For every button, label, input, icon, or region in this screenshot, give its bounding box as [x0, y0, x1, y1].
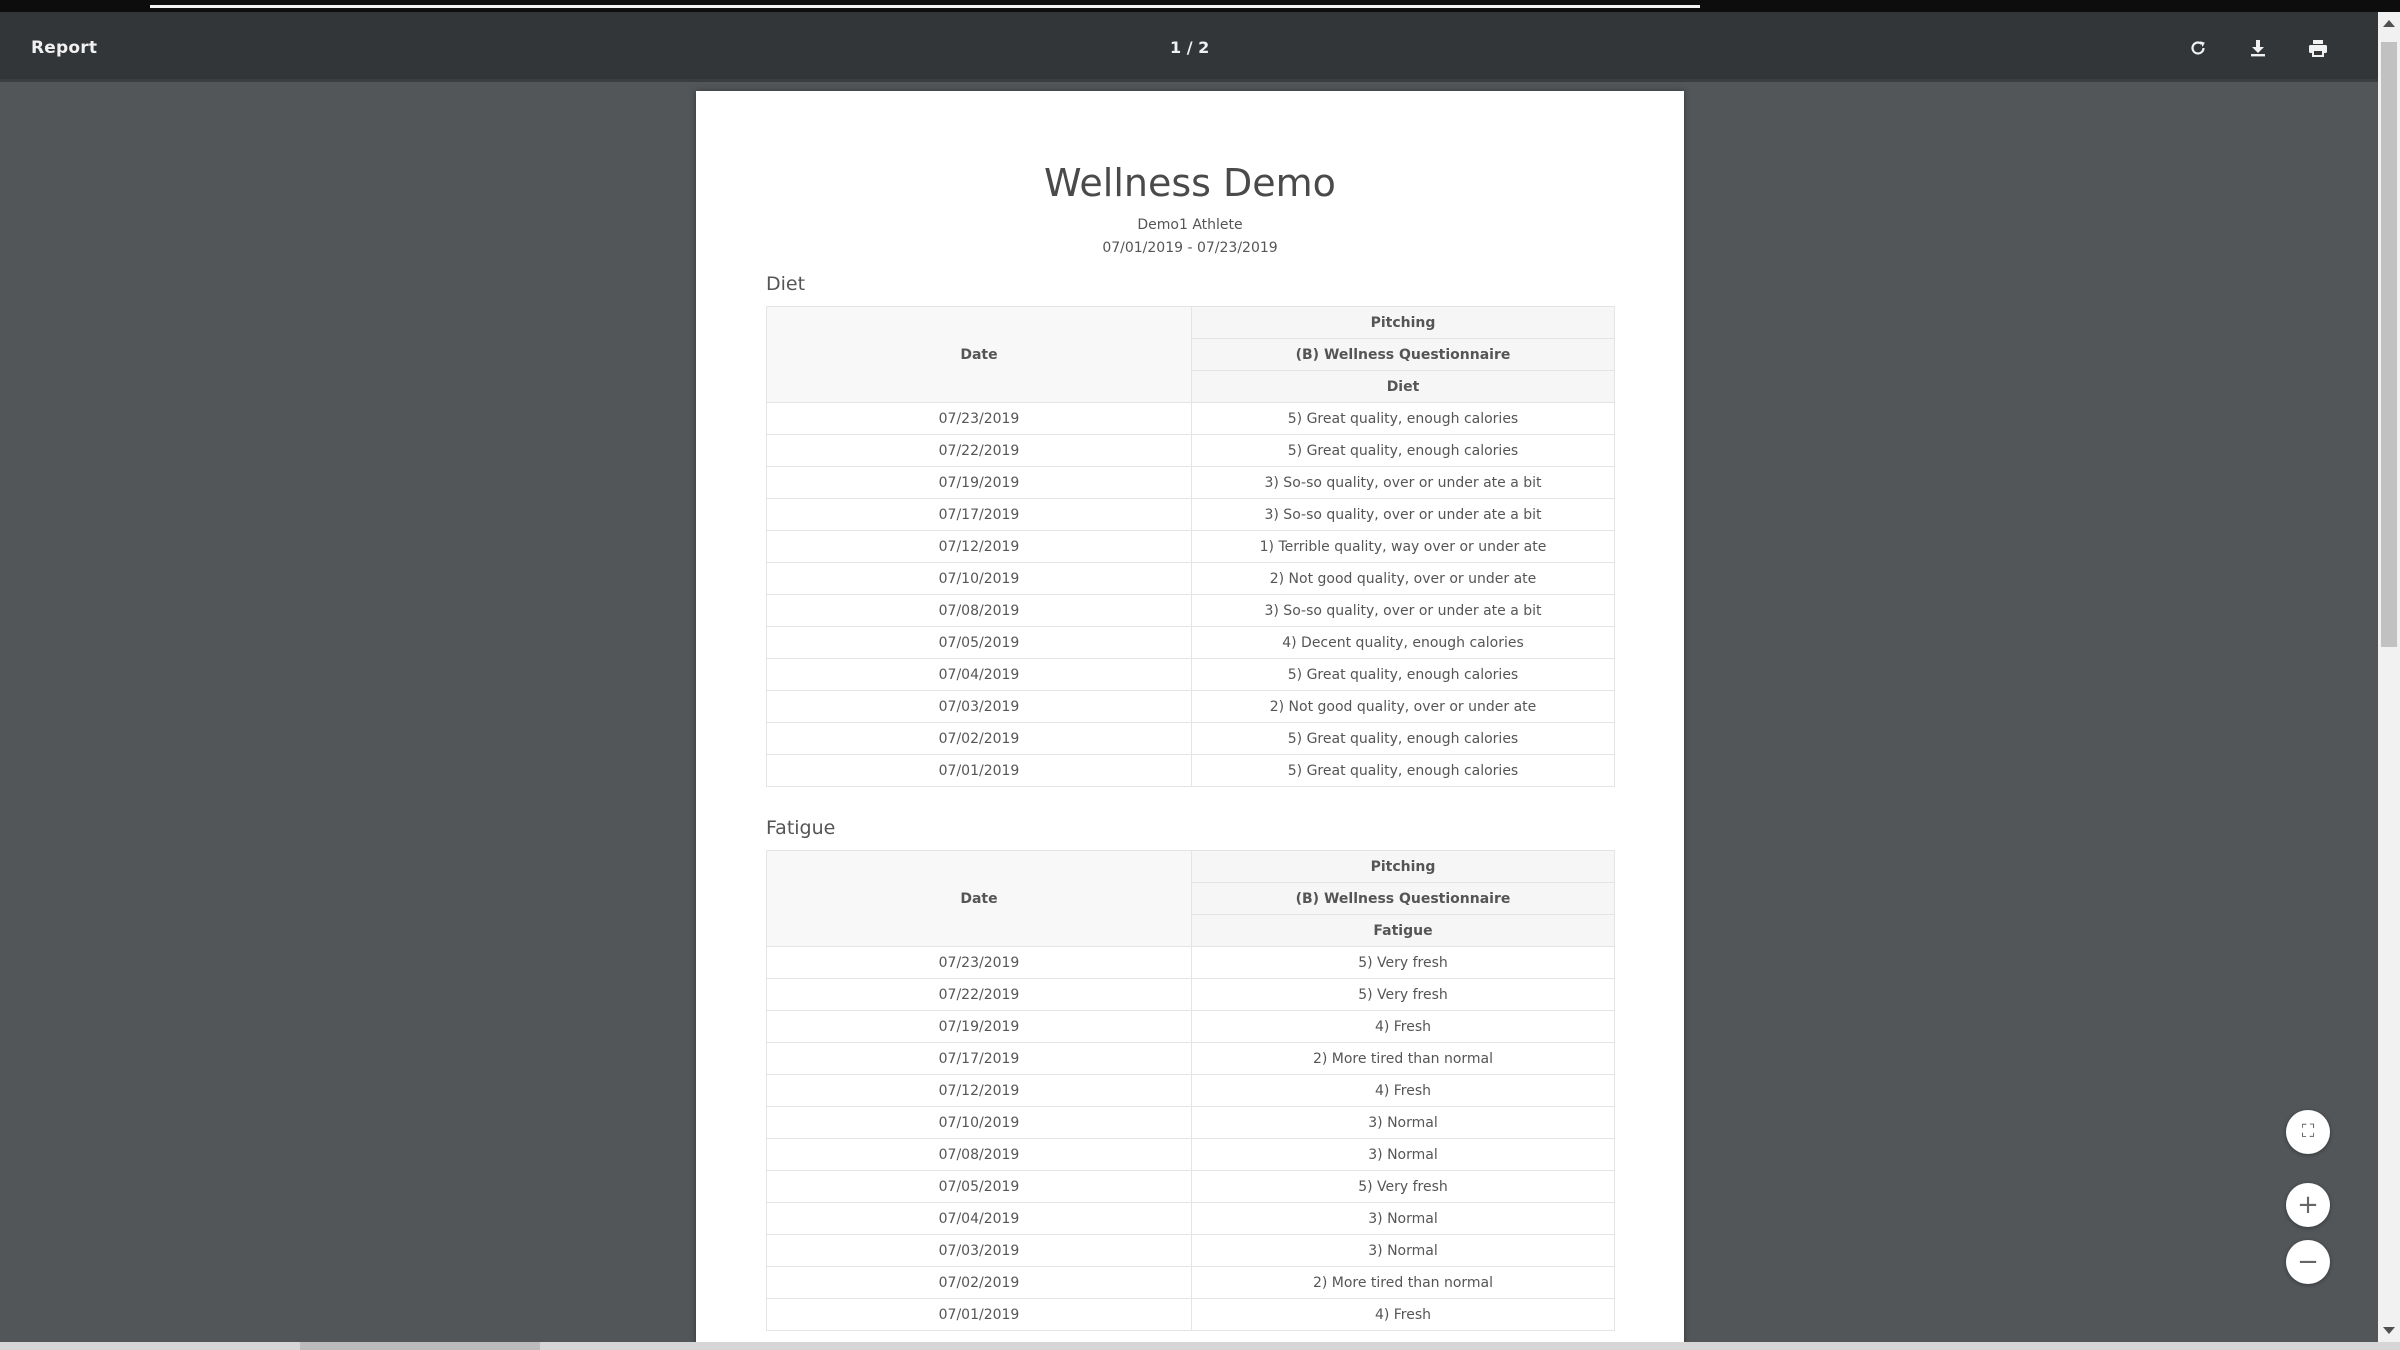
date-cell: 07/01/2019 — [767, 755, 1192, 787]
diet-table-body — [767, 403, 1615, 787]
date-cell: 07/08/2019 — [767, 595, 1192, 627]
zoom-in-button[interactable] — [2286, 1183, 2330, 1227]
scroll-up-arrow[interactable] — [2383, 20, 2395, 27]
value-cell: 4) Fresh — [1192, 1075, 1615, 1107]
table-row — [767, 1043, 1615, 1075]
date-cell: 07/03/2019 — [767, 1235, 1192, 1267]
document-viewer[interactable] — [0, 82, 2378, 1342]
download-icon — [2248, 38, 2268, 58]
zoom-in-icon: + — [2297, 1190, 2319, 1220]
date-cell: 07/02/2019 — [767, 1267, 1192, 1299]
table-row — [767, 723, 1615, 755]
print-button[interactable] — [2302, 32, 2334, 64]
download-button[interactable] — [2242, 32, 2274, 64]
fatigue-table — [766, 850, 1615, 1331]
group-header: Pitching — [1192, 307, 1615, 339]
scroll-down-arrow[interactable] — [2383, 1327, 2395, 1334]
page-indicator: 1 / 2 — [1170, 38, 1210, 57]
value-cell: 5) Very fresh — [1192, 1171, 1615, 1203]
pdf-toolbar — [0, 12, 2378, 79]
value-cell: 4) Decent quality, enough calories — [1192, 627, 1615, 659]
table-row — [767, 563, 1615, 595]
horizontal-scrollbar[interactable] — [0, 1342, 2400, 1350]
table-row — [767, 1267, 1615, 1299]
horizontal-scrollbar-thumb[interactable] — [300, 1342, 540, 1350]
date-cell: 07/23/2019 — [767, 403, 1192, 435]
date-column-header: Date — [767, 307, 1192, 403]
table-row — [767, 1203, 1615, 1235]
date-cell: 07/19/2019 — [767, 1011, 1192, 1043]
table-row — [767, 595, 1615, 627]
value-cell: 2) More tired than normal — [1192, 1267, 1615, 1299]
date-cell: 07/22/2019 — [767, 435, 1192, 467]
value-cell: 3) So-so quality, over or under ate a bit — [1192, 595, 1615, 627]
date-cell: 07/12/2019 — [767, 1075, 1192, 1107]
value-cell: 3) So-so quality, over or under ate a bit — [1192, 499, 1615, 531]
pdf-page — [696, 91, 1684, 1342]
table-row — [767, 531, 1615, 563]
date-cell: 07/03/2019 — [767, 691, 1192, 723]
metric-header: Fatigue — [1192, 915, 1615, 947]
value-cell: 3) Normal — [1192, 1203, 1615, 1235]
scrollbar-thumb[interactable] — [2381, 42, 2397, 647]
value-cell: 3) So-so quality, over or under ate a bit — [1192, 467, 1615, 499]
date-cell: 07/10/2019 — [767, 1107, 1192, 1139]
table-row — [767, 755, 1615, 787]
fit-page-button[interactable] — [2286, 1110, 2330, 1154]
section-title-fatigue: Fatigue — [766, 817, 836, 839]
table-row — [767, 691, 1615, 723]
date-cell: 07/17/2019 — [767, 1043, 1192, 1075]
value-cell: 5) Great quality, enough calories — [1192, 435, 1615, 467]
table-row — [767, 979, 1615, 1011]
table-row — [767, 1075, 1615, 1107]
value-cell: 3) Normal — [1192, 1107, 1615, 1139]
diet-table — [766, 306, 1615, 787]
print-icon — [2307, 38, 2329, 58]
form-header: (B) Wellness Questionnaire — [1192, 883, 1615, 915]
date-cell: 07/10/2019 — [767, 563, 1192, 595]
zoom-out-icon: − — [2297, 1247, 2319, 1277]
date-cell: 07/05/2019 — [767, 1171, 1192, 1203]
table-row — [767, 1107, 1615, 1139]
value-cell: 5) Great quality, enough calories — [1192, 403, 1615, 435]
value-cell: 4) Fresh — [1192, 1299, 1615, 1331]
value-cell: 5) Great quality, enough calories — [1192, 659, 1615, 691]
table-row — [767, 1011, 1615, 1043]
table-row — [767, 1171, 1615, 1203]
report-title: Wellness Demo — [1044, 161, 1336, 205]
fatigue-table-body — [767, 947, 1615, 1331]
table-row — [767, 403, 1615, 435]
rotate-button[interactable] — [2182, 32, 2214, 64]
table-row — [767, 499, 1615, 531]
value-cell: 4) Fresh — [1192, 1011, 1615, 1043]
rotate-icon — [2188, 38, 2208, 58]
date-cell: 07/22/2019 — [767, 979, 1192, 1011]
value-cell: 5) Very fresh — [1192, 947, 1615, 979]
date-cell: 07/12/2019 — [767, 531, 1192, 563]
table-row — [767, 1235, 1615, 1267]
date-cell: 07/17/2019 — [767, 499, 1192, 531]
date-column-header: Date — [767, 851, 1192, 947]
report-date-range: 07/01/2019 - 07/23/2019 — [1102, 240, 1278, 256]
athlete-name: Demo1 Athlete — [1137, 217, 1243, 233]
table-row — [767, 467, 1615, 499]
table-row — [767, 659, 1615, 691]
window-top-bar — [0, 0, 2400, 12]
value-cell: 2) Not good quality, over or under ate — [1192, 563, 1615, 595]
value-cell: 3) Normal — [1192, 1139, 1615, 1171]
table-row — [767, 1139, 1615, 1171]
vertical-scrollbar[interactable] — [2378, 12, 2400, 1342]
group-header: Pitching — [1192, 851, 1615, 883]
date-cell: 07/04/2019 — [767, 1203, 1192, 1235]
value-cell: 5) Great quality, enough calories — [1192, 723, 1615, 755]
value-cell: 5) Very fresh — [1192, 979, 1615, 1011]
fit-page-icon: ⛶ — [2301, 1121, 2315, 1142]
table-row — [767, 947, 1615, 979]
table-row — [767, 627, 1615, 659]
table-row — [767, 435, 1615, 467]
value-cell: 5) Great quality, enough calories — [1192, 755, 1615, 787]
table-row — [767, 1299, 1615, 1331]
section-title-diet: Diet — [766, 273, 806, 295]
form-header: (B) Wellness Questionnaire — [1192, 339, 1615, 371]
date-cell: 07/02/2019 — [767, 723, 1192, 755]
date-cell: 07/04/2019 — [767, 659, 1192, 691]
value-cell: 2) More tired than normal — [1192, 1043, 1615, 1075]
value-cell: 2) Not good quality, over or under ate — [1192, 691, 1615, 723]
zoom-out-button[interactable] — [2286, 1240, 2330, 1284]
date-cell: 07/05/2019 — [767, 627, 1192, 659]
date-cell: 07/01/2019 — [767, 1299, 1192, 1331]
window-top-highlight — [150, 5, 1700, 8]
document-title: Report — [31, 38, 98, 58]
metric-header: Diet — [1192, 371, 1615, 403]
date-cell: 07/23/2019 — [767, 947, 1192, 979]
value-cell: 3) Normal — [1192, 1235, 1615, 1267]
value-cell: 1) Terrible quality, way over or under ate — [1192, 531, 1615, 563]
date-cell: 07/19/2019 — [767, 467, 1192, 499]
date-cell: 07/08/2019 — [767, 1139, 1192, 1171]
